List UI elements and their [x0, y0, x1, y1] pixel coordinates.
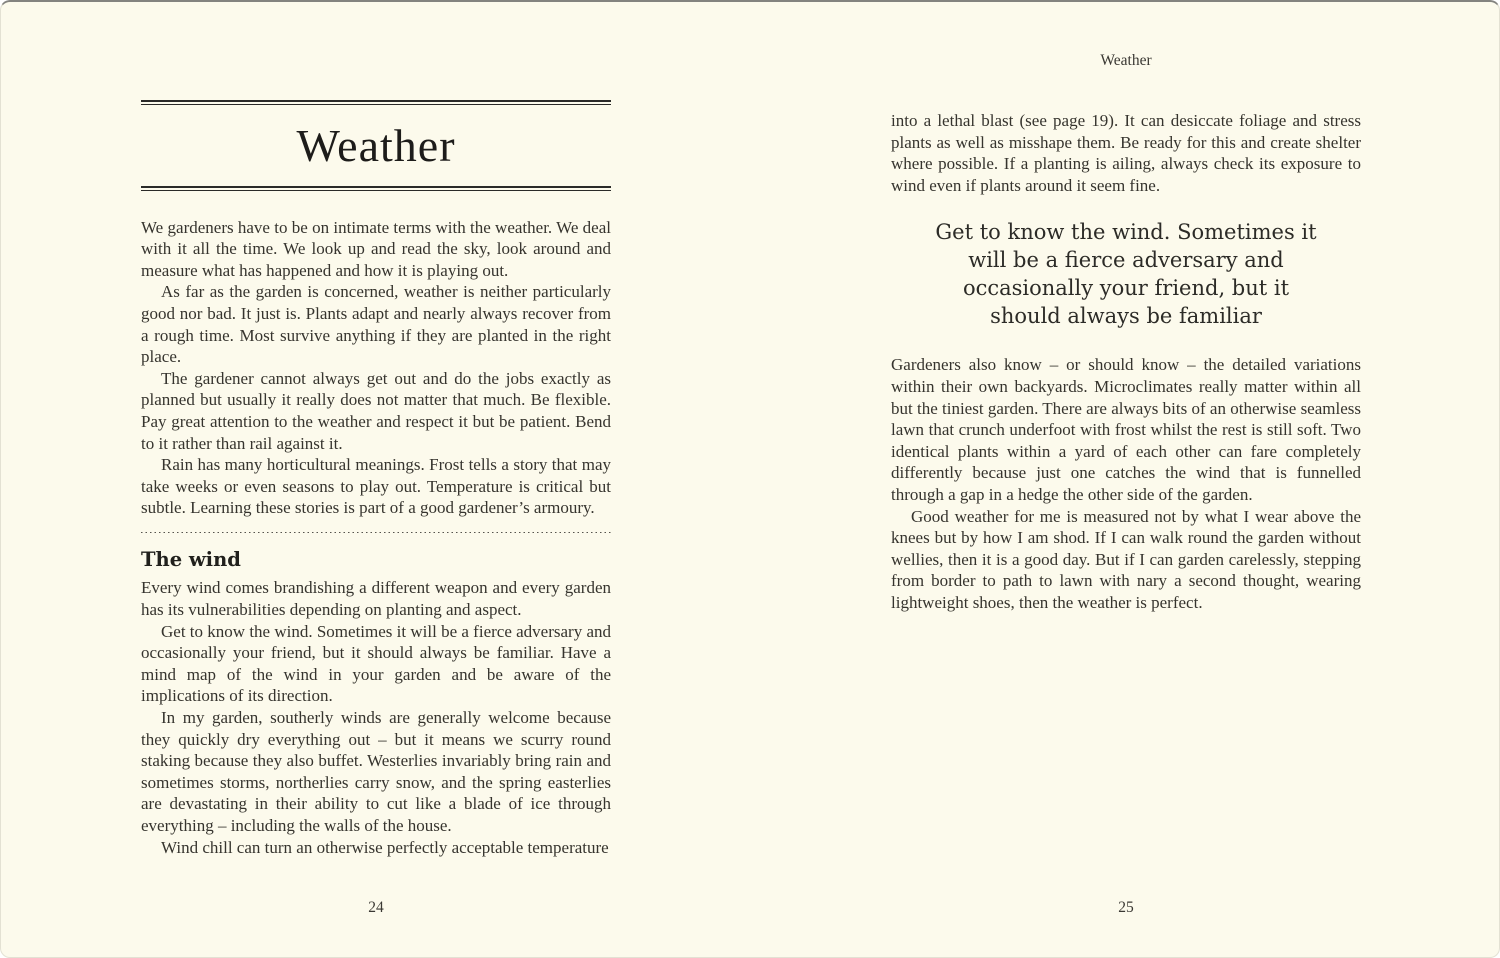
body-paragraph: In my garden, southerly winds are generally welcome because they quickly dry everything out – but it means we scurry round staking because they also buffet. Westerlies invariably bring rain and sometimes storms, northerlies carry snow, and the spring easterlies are devastating in their ability to cut like a blade of ice through everything – including the walls of the house. [141, 707, 611, 835]
title-rule-top [141, 100, 611, 105]
body-paragraph: Gardeners also know – or should know – the detailed variations within their own backyards. Microclimates really matter within all but the tiniest garden. There are always bits of an otherwise seamless lawn that crunch underfoot with frost whilst the rest is still soft. Two identical plants within a yard of each other can fare completely differently because just one catches the wind that is funnelled through a gap in a hedge the other side of the garden. [891, 355, 1361, 504]
body-paragraph: Every wind comes brandishing a different weapon and every garden has its vulnerabilities depending on planting and aspect. [141, 578, 611, 619]
left-page-body [141, 217, 611, 859]
body-paragraph: Get to know the wind. Sometimes it will be a fierce adversary and occasionally your friend, but it should always be familiar. Have a mind map of the wind in your garden and be aware of the implications of its direction. [141, 621, 611, 706]
body-paragraph: into a lethal blast (see page 19). It can desiccate foliage and stress plants as well as misshape them. Be ready for this and create shelter where possible. If a planting is ailing, always check its exposure to wind even if plants around it seem fine. [891, 111, 1361, 195]
body-paragraph: We gardeners have to be on intimate terms with the weather. We deal with it all the time. We look up and read the sky, look around and measure what has happened and how it is playing out. [141, 217, 611, 280]
page-number-left: 24 [368, 899, 384, 916]
right-page-column [891, 52, 1361, 614]
section-heading: The wind [141, 548, 241, 572]
body-paragraph: Good weather for me is measured not by what I wear above the knees but by how I am shod. If I can walk round the garden without wellies, then it is a good day. But if I can garden carelessly, stepping from border to path to lawn with nary a second thought, wearing lightweight shoes, then the weather is perfect. [891, 506, 1361, 612]
section-divider-dotted-rule [141, 532, 611, 534]
pull-quote-line: should always be familiar [990, 304, 1262, 329]
chapter-title: Weather [296, 120, 456, 171]
page-number-right: 25 [1118, 899, 1134, 916]
body-paragraph: As far as the garden is concerned, weather is neither particularly good nor bad. It just is. Plants adapt and nearly always recover from a rough time. Most survive anything if they are planted in the right place. [141, 282, 611, 367]
pull-quote-line: will be a fierce adversary and [968, 248, 1284, 273]
running-head: Weather [1100, 52, 1152, 69]
body-paragraph: Wind chill can turn an otherwise perfectly acceptable temperature [161, 837, 609, 857]
pull-quote-line: Get to know the wind. Sometimes it [935, 220, 1317, 245]
pull-quote [891, 218, 1361, 330]
title-rule-bottom [141, 186, 611, 191]
pull-quote-line: occasionally your friend, but it [962, 276, 1290, 301]
body-paragraph: Rain has many horticultural meanings. Frost tells a story that may take weeks or even seasons to play out. Temperature is critical but subtle. Learning these stories is part of a good gardener’s armoury. [141, 455, 611, 518]
left-page-column [141, 100, 611, 858]
body-paragraph: The gardener cannot always get out and do the jobs exactly as planned but usually it really does not matter that much. Be flexible. Pay great attention to the weather and respect it but be patient. Bend to it rather than rail against it. [141, 368, 611, 453]
